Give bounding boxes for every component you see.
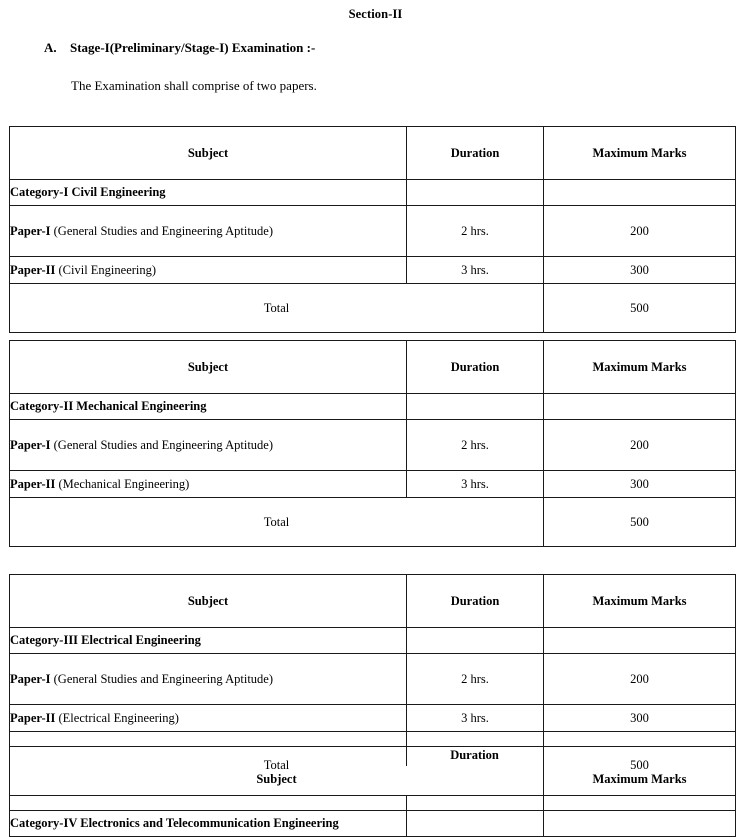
- table-row-category: [10, 628, 736, 654]
- column-header-subject: Subject: [256, 771, 297, 786]
- column-header-marks: Maximum Marks: [544, 575, 736, 628]
- paper-description: (Electrical Engineering): [55, 710, 179, 725]
- paper-name: Paper-I: [10, 437, 51, 452]
- total-label: Total: [263, 758, 290, 773]
- category-label: Category-III Electrical Engineering: [10, 628, 407, 654]
- category-label: Category-IV Electronics and Telecommunication Engineering: [10, 811, 407, 837]
- paper-subject-cell: [10, 654, 407, 705]
- table-row-category: [10, 180, 736, 206]
- paper-name: Paper-II: [10, 262, 56, 277]
- total-marks-and-marks-header-cell: [544, 747, 736, 796]
- paper-marks: 200: [544, 654, 736, 705]
- paper-subject-cell: [10, 206, 407, 257]
- column-header-subject: Subject: [10, 341, 407, 394]
- table-row: [10, 206, 736, 257]
- paper-marks: 300: [544, 705, 736, 732]
- total-label: Total: [10, 498, 544, 547]
- category-label: Category-II Mechanical Engineering: [10, 394, 407, 420]
- category-marks-empty: [544, 628, 736, 654]
- table-header-row: [10, 575, 736, 628]
- paper-duration: 2 hrs.: [407, 420, 544, 471]
- table-row: [10, 654, 736, 705]
- exam-scheme-table-category-1: [9, 126, 736, 333]
- total-label: Total: [10, 284, 544, 333]
- table-row-total-overlapping-header: [10, 747, 736, 796]
- paper-marks: 200: [544, 420, 736, 471]
- column-header-subject: Subject: [10, 575, 407, 628]
- column-header-marks: Maximum Marks: [544, 341, 736, 394]
- paper-duration: 3 hrs.: [407, 705, 544, 732]
- paper-description: (General Studies and Engineering Aptitude): [50, 671, 274, 686]
- category-marks-empty: [544, 811, 736, 837]
- category-duration-empty: [407, 628, 544, 654]
- page-title: Section-II: [348, 7, 403, 21]
- exam-scheme-table-category-3: [9, 574, 736, 837]
- paper-marks: 300: [544, 257, 736, 284]
- table-row-spacer: [10, 796, 736, 811]
- column-header-duration: Duration: [407, 127, 544, 180]
- category-duration-empty: [407, 180, 544, 206]
- paper-name: Paper-II: [10, 710, 56, 725]
- paper-duration: 3 hrs.: [407, 257, 544, 284]
- table-row-total: [10, 498, 736, 547]
- paper-duration: 2 hrs.: [407, 654, 544, 705]
- table-row: [10, 420, 736, 471]
- table-row-total: [10, 284, 736, 333]
- column-header-marks: Maximum Marks: [592, 771, 687, 786]
- category-label: Category-I Civil Engineering: [10, 180, 407, 206]
- spacer-marks: [544, 732, 736, 747]
- total-marks: 500: [544, 498, 736, 547]
- item-a-heading: [44, 40, 315, 56]
- paper-description: (Mechanical Engineering): [55, 476, 190, 491]
- paper-marks: 300: [544, 471, 736, 498]
- paper-description: (Civil Engineering): [55, 262, 157, 277]
- category-duration-empty: [407, 811, 544, 837]
- paper-duration: 2 hrs.: [407, 206, 544, 257]
- item-a-marker: A.: [44, 40, 57, 55]
- table-row: [10, 257, 736, 284]
- paper-duration: 3 hrs.: [407, 471, 544, 498]
- paper-subject-cell: [10, 705, 407, 732]
- exam-scheme-table-category-2: [9, 340, 736, 547]
- table-divider: [406, 738, 407, 766]
- spacer-duration: [407, 732, 544, 747]
- column-header-duration: Duration: [407, 341, 544, 394]
- paper-name: Paper-I: [10, 223, 51, 238]
- paper-name: Paper-II: [10, 476, 56, 491]
- column-header-duration: Duration: [450, 748, 499, 762]
- table-row: [10, 705, 736, 732]
- spacer-marks: [544, 796, 736, 811]
- table-row-category: [10, 811, 736, 837]
- column-header-subject: Subject: [10, 127, 407, 180]
- column-header-marks: Maximum Marks: [544, 127, 736, 180]
- paper-description: (General Studies and Engineering Aptitude): [50, 223, 274, 238]
- table-row-category: [10, 394, 736, 420]
- table-row: [10, 471, 736, 498]
- paper-subject-cell: [10, 471, 407, 498]
- table-row-spacer: [10, 732, 736, 747]
- table-header-row: [10, 341, 736, 394]
- paper-name: Paper-I: [10, 671, 51, 686]
- total-marks: 500: [630, 758, 649, 773]
- table-header-row: [10, 127, 736, 180]
- paper-subject-cell: [10, 420, 407, 471]
- item-a-text: Stage-I(Preliminary/Stage-I) Examination :-: [70, 40, 316, 55]
- spacer-subject: [10, 732, 407, 747]
- spacer-subject: [10, 796, 407, 811]
- paper-description: (General Studies and Engineering Aptitude): [50, 437, 274, 452]
- category-duration-empty: [407, 394, 544, 420]
- category-marks-empty: [544, 180, 736, 206]
- spacer-duration: [407, 796, 544, 811]
- column-header-duration: Duration: [407, 575, 544, 628]
- intro-paragraph: The Examination shall comprise of two papers.: [71, 78, 317, 93]
- category-marks-empty: [544, 394, 736, 420]
- total-marks: 500: [544, 284, 736, 333]
- paper-marks: 200: [544, 206, 736, 257]
- paper-subject-cell: [10, 257, 407, 284]
